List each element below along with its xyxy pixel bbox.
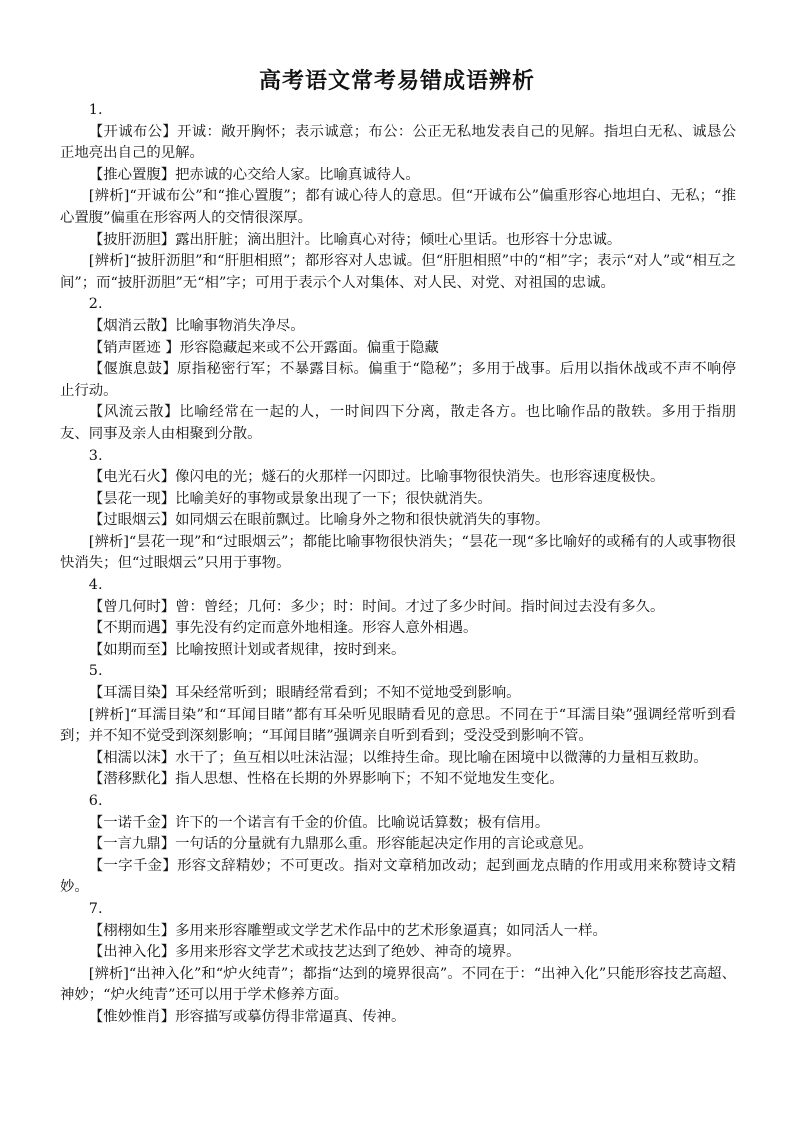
idiom-entry: 【一言九鼎】一句话的分量就有九鼎那么重。形容能起决定作用的言论或意见。 [88, 836, 593, 853]
idiom-entry: 【开诚布公】开诚：敞开胸怀；表示诚意；布公：公正无私地发表自己的见解。指坦白无私、诚恳公正地亮出自己的见解。 [60, 123, 736, 162]
idiom-entry: [辨析]“开诚布公”和“推心置腹”；都有诚心待人的意思。但“开诚布公”偏重形容心地坦白、无私；“推心置腹”偏重在形容两人的交情很深厚。 [60, 188, 736, 226]
section-number: 6. [88, 793, 103, 809]
section [60, 294, 736, 445]
section [60, 100, 736, 294]
idiom-entry: 【过眼烟云】如同烟云在眼前飘过。比喻身外之物和很快就消失的事物。 [88, 512, 550, 529]
section-number: 5. [88, 663, 103, 680]
idiom-entry: 【不期而遇】事先没有约定而意外地相逢。形容人意外相遇。 [88, 620, 478, 637]
idiom-entry: 【耳濡目染】耳朵经常听到；眼睛经常看到；不知不觉地受到影响。 [88, 685, 521, 702]
idiom-entry: 【销声匿迹 】形容隐藏起来或不公开露面。偏重于隐藏 [88, 339, 439, 356]
section-number: 3. [88, 447, 103, 464]
section-number: 7. [88, 900, 103, 917]
document-body [60, 100, 736, 1029]
idiom-entry: [辨析]“昙花一现”和“过眼烟云”；都能比喻事物很快消失；“昙花一现“多比喻好的或稀有的人或事物很快消失；但“过眼烟云”只用于事物。 [60, 533, 736, 572]
section [60, 575, 736, 661]
idiom-entry: 【电光石火】像闪电的光；燧石的火那样一闪即过。比喻事物很快消失。也形容速度极快。 [88, 469, 665, 486]
idiom-entry: 【一字千金】形容文辞精妙；不可更改。指对文章稍加改动；起到画龙点睛的作用或用来称赞诗文精妙。 [60, 857, 736, 896]
idiom-entry: 【潜移默化】指人思想、性格在长期的外界影响下；不知不觉地发生变化。 [88, 771, 564, 788]
idiom-entry: [辨析]“披肝沥胆”和“肝胆相照”；都形容对人忠诚。但“肝胆相照”中的“相”字；表示“对人”或“相互之间”；而“披肝沥胆”无“相”字；可用于表示个人对集体、对人民、对党、对祖国的忠诚。 [60, 253, 736, 291]
section [60, 446, 736, 576]
idiom-entry: [辨析]“出神入化”和“炉火纯青”；都指“达到的境界很高”。不同在于：“出神入化”只能形容技艺高超、神妙；“炉火纯青”还可以用于学术修养方面。 [60, 965, 736, 1004]
page-title: 高考语文常考易错成语辨析 [258, 69, 535, 94]
section [60, 899, 736, 1029]
idiom-entry: 【昙花一现】比喻美好的事物或景象出现了一下；很快就消失。 [88, 490, 492, 507]
idiom-entry: 【曾几何时】曾：曾经；几何：多少；时：时间。才过了多少时间。指时间过去没有多久。 [88, 598, 665, 615]
idiom-entry: 【推心置腹】把赤诚的心交给人家。比喻真诚待人。 [88, 166, 420, 183]
idiom-entry: 【出神入化】多用来形容文学艺术或技艺达到了绝妙、神奇的境界。 [88, 944, 521, 961]
idiom-entry: 【偃旗息鼓】原指秘密行军；不暴露目标。偏重于“隐秘”；多用于战事。后用以指休战或不声不响停止行动。 [60, 361, 736, 399]
section-number: 1. [88, 102, 103, 118]
idiom-entry: 【栩栩如生】多用来形容雕塑或文学艺术作品中的艺术形象逼真；如同活人一样。 [88, 922, 607, 939]
idiom-entry: [辨析]“耳濡目染”和“耳闻目睹”都有耳朵听见眼睛看见的意思。不同在于“耳濡目染”强调经常听到看到；并不知不觉受到深刻影响；“耳闻目睹”强调亲自听到看到；受没受到影响不管。 [60, 706, 736, 745]
section [60, 661, 736, 791]
section-number: 4. [88, 577, 103, 594]
section-number: 2. [88, 296, 103, 313]
idiom-entry: 【披肝沥胆】露出肝脏；滴出胆汁。比喻真心对待；倾吐心里话。也形容十分忠诚。 [88, 231, 622, 248]
idiom-entry: 【如期而至】比喻按照计划或者规律，按时到来。 [88, 641, 406, 658]
idiom-entry: 【惟妙惟肖】形容描写或摹仿得非常逼真、传神。 [88, 1008, 406, 1025]
idiom-entry: 【相濡以沫】水干了；鱼互相以吐沫沾湿；以维持生命。现比喻在困境中以微薄的力量相互救助。 [88, 749, 708, 766]
idiom-entry: 【烟消云散】比喻事物消失净尽。 [88, 317, 305, 334]
idiom-entry: 【风流云散】比喻经常在一起的人，一时间四下分离，散走各方。也比喻作品的散轶。多用于指朋友、同事及亲人由相聚到分散。 [60, 404, 736, 442]
idiom-entry: 【一诺千金】许下的一个诺言有千金的价值。比喻说话算数；极有信用。 [88, 814, 550, 831]
section [60, 791, 736, 899]
